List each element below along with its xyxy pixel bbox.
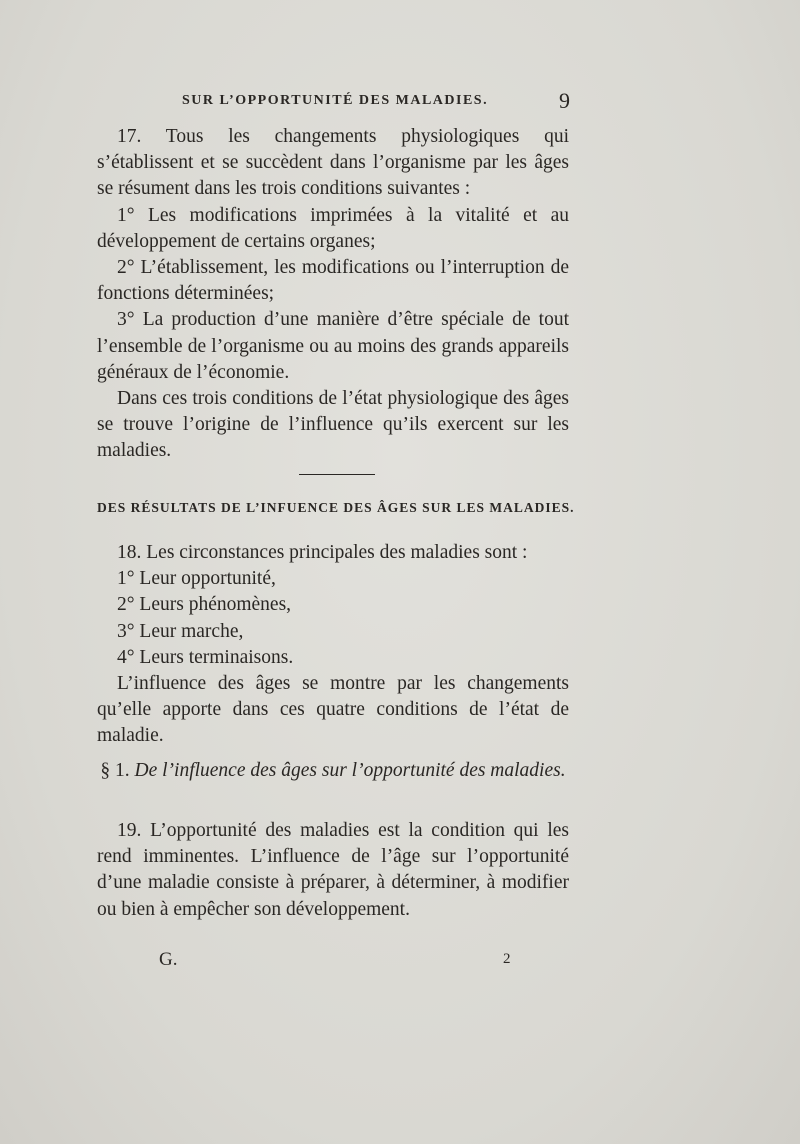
section-divider: [299, 474, 375, 475]
body-text-block-2: [97, 540, 569, 750]
page-header: [110, 88, 570, 118]
circumstance-item-2: 2° Leurs phénomènes,: [117, 594, 292, 616]
paragraph-19: 19. L’opportunité des maladies est la condition qui les rend imminentes. L’influence de l’âge sur l’opportunité d’une maladie consiste à préparer, à déterminer, à modifier ou bien à empêcher son développement.: [97, 820, 569, 920]
section-heading: DES RÉSULTATS DE L’INFUENCE DES ÂGES SUR LES MALADIES.: [97, 500, 575, 515]
page-footer: [97, 945, 569, 975]
list-item-2: 2° L’établissement, les modifications ou l’interruption de fonctions déterminées;: [97, 257, 569, 305]
subsection-number: § 1.: [100, 760, 130, 781]
page-number: 9: [559, 88, 570, 113]
subsection-heading: [97, 758, 569, 784]
list-item-1: 1° Les modifications imprimées à la vitalité et au développement de certains organes;: [97, 204, 569, 252]
sheet-number: 2: [503, 951, 511, 967]
body-text-block-3: [97, 818, 569, 923]
signature-mark: G.: [159, 949, 178, 970]
circumstance-item-4: 4° Leurs terminaisons.: [117, 646, 294, 668]
subsection-title: De l’influence des âges sur l’opportunité des maladies.: [134, 760, 566, 781]
body-text-block-1: [97, 124, 569, 465]
paragraph-17: 17. Tous les changements physiologiques qui s’établissent et se succèdent dans l’organisme par les âges se résument dans les trois conditions suivantes :: [97, 126, 569, 200]
paragraph-18: 18. Les circonstances principales des maladies sont :: [117, 542, 528, 563]
running-title: SUR L’OPPORTUNITÉ DES MALADIES.: [182, 93, 489, 108]
paragraph-influence: L’influence des âges se montre par les changements qu’elle apporte dans ces quatre conditions de l’état de maladie.: [97, 673, 569, 747]
list-item-3: 3° La production d’une manière d’être spéciale de tout l’ensemble de l’organisme ou au moins des grands appareils généraux de l’économie.: [97, 309, 569, 383]
circumstance-item-3: 3° Leur marche,: [117, 620, 244, 642]
paragraph-conclusion: Dans ces trois conditions de l’état physiologique des âges se trouve l’origine de l’influence qu’ils exercent sur les maladies.: [97, 388, 569, 462]
circumstance-item-1: 1° Leur opportunité,: [117, 568, 276, 590]
